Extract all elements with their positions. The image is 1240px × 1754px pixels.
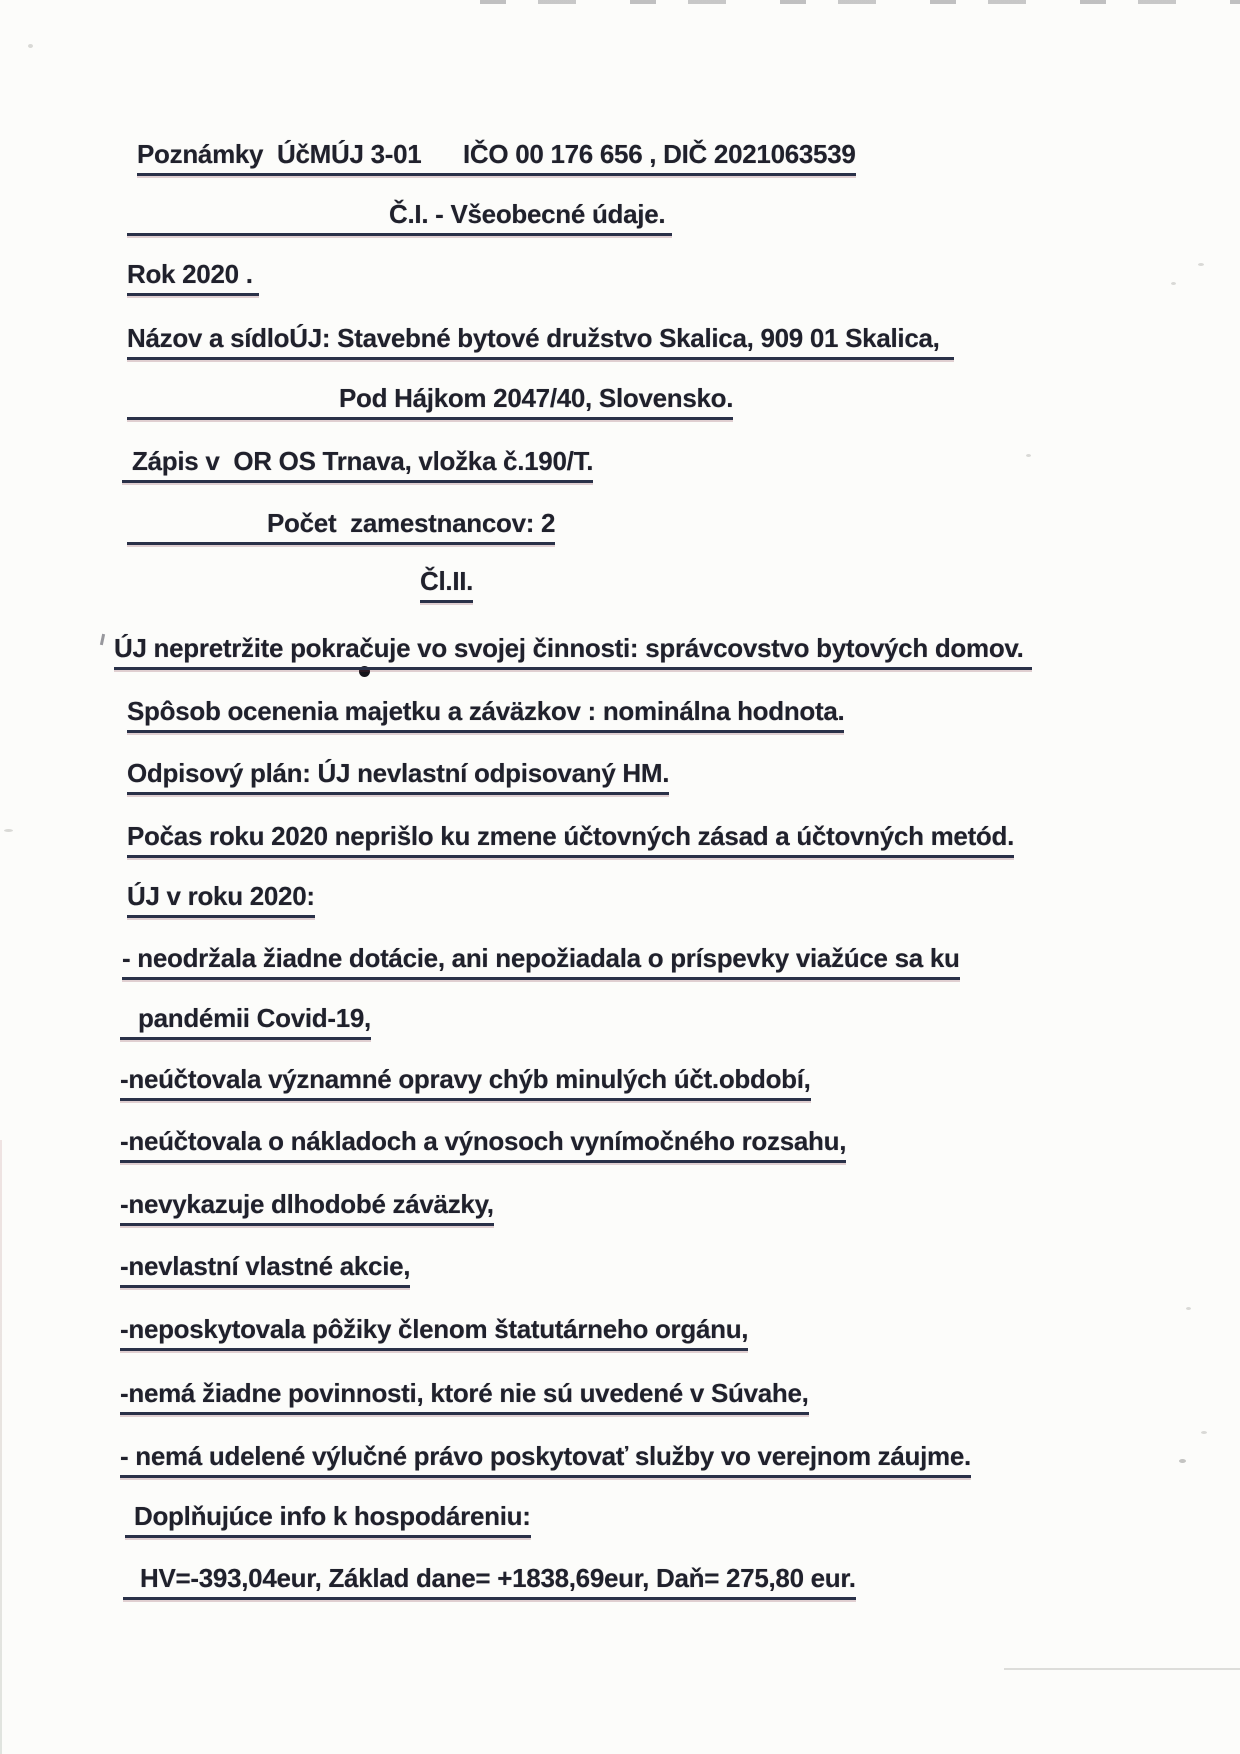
valuation-method-line: Spôsob ocenenia majetku a záväzkov : nominálna hodnota. <box>127 695 844 733</box>
scan-speck <box>1198 263 1204 266</box>
no-other-obligations-line: -nemá žiadne povinnosti, ktoré nie sú uvedené v Súvahe, <box>120 1377 809 1415</box>
scan-speck <box>1179 1459 1186 1463</box>
scan-speck <box>28 44 33 48</box>
depreciation-plan-line: Odpisový plán: ÚJ nevlastní odpisovaný HM. <box>127 757 669 795</box>
paper-fold-line <box>1004 1668 1240 1670</box>
year-summary-intro-line: ÚJ v roku 2020: <box>127 880 315 918</box>
scan-speck <box>1186 1307 1191 1310</box>
article-2-title: Čl.II. <box>420 565 473 603</box>
no-longterm-liabilities-line: -nevykazuje dlhodobé záväzky, <box>120 1188 494 1226</box>
scan-speck <box>1026 454 1031 457</box>
no-loans-line: -neposkytovala pôžiky členom štatutárneho orgánu, <box>120 1313 748 1351</box>
no-subsidies-line-1: - neodržala žiadne dotácie, ani nepožiadala o príspevky viažúce sa ku <box>122 942 960 980</box>
no-exceptional-items-line: -neúčtovala o nákladoch a výnosoch vynímočného rozsahu, <box>120 1125 846 1163</box>
form-header-line: Poznámky ÚčMÚJ 3-01 IČO 00 176 656 , DIČ 2021063539 <box>137 138 856 176</box>
no-error-corrections-line: -neúčtovala významné opravy chýb minulých účt.období, <box>120 1063 811 1101</box>
article-1-title: Č.I. - Všeobecné údaje. <box>127 198 672 236</box>
stray-ink-tick <box>100 634 105 645</box>
financial-results-line: HV=-393,04eur, Základ dane= +1838,69eur, Daň= 275,80 eur. <box>123 1562 856 1600</box>
entity-name-line: Názov a sídloÚJ: Stavebné bytové družstvo Skalica, 909 01 Skalica, <box>127 322 954 360</box>
scan-left-edge <box>0 1140 2 1754</box>
going-concern-line: ÚJ nepretržite pokračuje vo svojej činnosti: správcovstvo bytových domov. <box>114 632 1032 670</box>
scan-speck <box>1201 1431 1207 1434</box>
entity-address-line: Pod Hájkom 2047/40, Slovensko. <box>127 382 733 420</box>
scan-speck <box>1171 282 1176 285</box>
scan-speck <box>4 829 13 832</box>
scan-edge-noise <box>480 0 1240 4</box>
supplementary-info-heading: Doplňujúce info k hospodáreniu: <box>125 1500 531 1538</box>
no-exclusive-rights-line: - nemá udelené výlučné právo poskytovať služby vo verejnom záujme. <box>120 1440 971 1478</box>
registry-entry-line: Zápis v OR OS Trnava, vložka č.190/T. <box>122 445 593 483</box>
employee-count-line: Počet zamestnancov: 2 <box>127 507 555 545</box>
no-subsidies-line-2: pandémii Covid-19, <box>120 1002 371 1040</box>
accounting-policy-line: Počas roku 2020 neprišlo ku zmene účtovných zásad a účtovných metód. <box>127 820 1014 858</box>
no-own-shares-line: -nevlastní vlastné akcie, <box>120 1250 410 1288</box>
year-line: Rok 2020 . <box>127 258 259 296</box>
